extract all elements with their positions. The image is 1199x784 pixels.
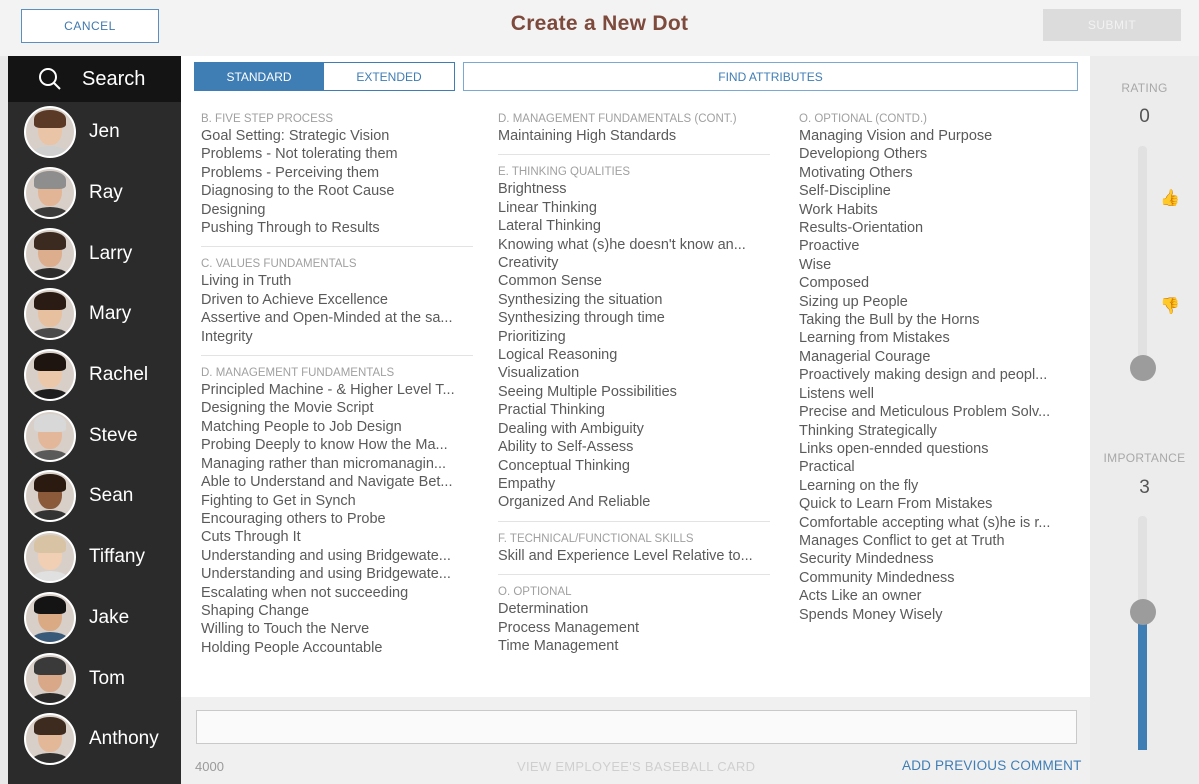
person-name: Sean [89, 485, 134, 507]
attribute-item[interactable]: Visualization [498, 365, 580, 382]
attribute-item[interactable]: Driven to Achieve Excellence [201, 291, 388, 308]
rating-slider-track[interactable] [1138, 146, 1147, 378]
attribute-item[interactable]: Quick to Learn From Mistakes [799, 496, 993, 513]
section-title: D. MANAGEMENT FUNDAMENTALS [201, 367, 395, 380]
find-attributes-button[interactable]: FIND ATTRIBUTES [463, 62, 1078, 91]
attribute-item[interactable]: Results-Orientation [799, 220, 924, 237]
attribute-item[interactable]: Understanding and using Bridgewate... [201, 566, 451, 583]
attribute-section [799, 112, 1071, 633]
add-previous-comment-link[interactable]: ADD PREVIOUS COMMENT [902, 758, 1082, 773]
attribute-item[interactable]: Taking the Bull by the Horns [799, 312, 980, 329]
sidebar-person[interactable] [8, 345, 181, 406]
attribute-column-3 [799, 112, 1071, 643]
attribute-item[interactable]: Managing rather than micromanagin... [201, 455, 447, 472]
attribute-item[interactable]: Cuts Through It [201, 529, 301, 546]
attribute-item[interactable]: Motivating Others [799, 164, 913, 181]
attribute-section [201, 112, 473, 247]
attribute-item[interactable]: Problems - Perceiving them [201, 164, 380, 181]
avatar [24, 228, 76, 280]
section-title: D. MANAGEMENT FUNDAMENTALS (CONT.) [498, 113, 737, 125]
attribute-item[interactable]: Matching People to Job Design [201, 418, 402, 435]
person-name: Jake [89, 606, 130, 628]
tab-standard[interactable]: STANDARD [194, 62, 324, 91]
attribute-item[interactable]: Encouraging others to Probe [201, 510, 386, 527]
attribute-item[interactable]: Seeing Multiple Possibilities [498, 383, 677, 400]
attribute-item[interactable]: Integrity [201, 328, 253, 345]
attribute-item[interactable]: Common Sense [498, 273, 602, 290]
attribute-item[interactable]: Practical [799, 459, 855, 476]
header-bar [0, 0, 1199, 56]
sidebar-search[interactable] [8, 56, 181, 102]
person-name: Jen [89, 121, 120, 143]
tab-extended[interactable]: EXTENDED [323, 62, 455, 91]
attribute-item[interactable]: Conceptual Thinking [498, 457, 630, 474]
page-title: Create a New Dot [510, 12, 689, 35]
avatar [24, 713, 76, 765]
attribute-column-2 [498, 112, 770, 674]
attribute-section [498, 112, 770, 155]
attribute-section [201, 366, 473, 666]
attribute-item[interactable]: Spends Money Wisely [799, 606, 943, 623]
attribute-item[interactable]: Developiong Others [799, 146, 928, 163]
thumbs-down-icon[interactable]: 👎 [1160, 298, 1180, 315]
person-name: Anthony [89, 728, 159, 750]
attribute-item[interactable]: Proactively making design and peopl... [799, 367, 1048, 384]
person-name: Mary [89, 303, 132, 325]
attribute-item[interactable]: Determination [498, 601, 589, 618]
attribute-item[interactable]: Thinking Strategically [799, 422, 937, 439]
attribute-item[interactable]: Creativity [498, 255, 559, 272]
attribute-item[interactable]: Synthesizing the situation [498, 291, 663, 308]
attribute-item[interactable]: Assertive and Open-Minded at the sa... [201, 310, 453, 327]
sidebar-person[interactable] [8, 466, 181, 527]
section-title: B. FIVE STEP PROCESS [201, 113, 334, 125]
avatar [24, 410, 76, 462]
importance-value: 3 [1139, 477, 1150, 498]
section-title: E. THINKING QUALITIES [498, 166, 631, 179]
attribute-item[interactable]: Work Habits [799, 201, 878, 218]
char-count: 4000 [195, 759, 224, 774]
attribute-item[interactable]: Practial Thinking [498, 402, 605, 419]
sidebar-person[interactable] [8, 648, 181, 709]
attribute-item[interactable]: Goal Setting: Strategic Vision [201, 128, 390, 144]
comment-input[interactable] [196, 710, 1077, 744]
attribute-item[interactable]: Wise [799, 256, 832, 273]
person-name: Larry [89, 242, 133, 264]
attribute-section [498, 165, 770, 521]
attribute-item[interactable]: Lateral Thinking [498, 218, 601, 235]
attribute-item[interactable]: Precise and Meticulous Problem Solv... [799, 404, 1051, 421]
attribute-item[interactable]: Community Mindedness [799, 569, 955, 586]
sidebar-person[interactable] [8, 405, 181, 466]
person-name: Tiffany [89, 546, 145, 568]
attribute-item[interactable]: Learning on the fly [799, 477, 919, 494]
section-title: O. OPTIONAL (CONTD.) [799, 113, 927, 125]
avatar [24, 592, 76, 644]
attribute-item[interactable]: Ability to Self-Assess [498, 439, 634, 456]
avatar [24, 106, 76, 158]
attribute-item[interactable]: Brightness [498, 181, 567, 198]
attribute-item[interactable]: Acts Like an owner [799, 588, 922, 605]
person-name: Tom [89, 667, 125, 689]
attribute-item[interactable]: Comfortable accepting what (s)he is r... [799, 514, 1051, 531]
avatar [24, 470, 76, 522]
rating-label: RATING [1121, 81, 1168, 95]
attribute-item[interactable]: Escalating when not succeeding [201, 584, 409, 601]
attribute-item[interactable]: Living in Truth [201, 273, 292, 290]
avatar [24, 167, 76, 219]
people-sidebar [8, 56, 181, 784]
people-list [8, 102, 181, 770]
attribute-item[interactable]: Fighting to Get in Synch [201, 492, 356, 509]
cancel-button[interactable]: CANCEL [21, 9, 159, 43]
attribute-item[interactable]: Links open-ennded questions [799, 440, 989, 457]
attribute-item[interactable]: Empathy [498, 475, 556, 492]
attribute-item[interactable]: Time Management [498, 637, 619, 654]
attribute-item[interactable]: Problems - Not tolerating them [201, 146, 398, 163]
thumbs-up-icon[interactable]: 👍 [1160, 190, 1180, 207]
attribute-section [201, 257, 473, 356]
importance-slider-knob[interactable] [1130, 599, 1156, 625]
attribute-item[interactable]: Knowing what (s)he doesn't know an... [498, 236, 746, 253]
importance-slider-fill [1138, 612, 1147, 750]
sidebar-person[interactable] [8, 102, 181, 163]
sidebar-person[interactable] [8, 284, 181, 345]
attribute-item[interactable]: Self-Discipline [799, 183, 891, 200]
attribute-item[interactable]: Holding People Accountable [201, 639, 383, 656]
attribute-item[interactable]: Composed [799, 275, 870, 292]
avatar [24, 653, 76, 705]
importance-label: IMPORTANCE [1103, 451, 1186, 465]
attribute-item[interactable]: Principled Machine - & Higher Level T... [201, 382, 455, 399]
attribute-item[interactable]: Logical Reasoning [498, 347, 618, 364]
avatar [24, 288, 76, 340]
attribute-item[interactable]: Proactive [799, 238, 860, 255]
attribute-item[interactable]: Learning from Mistakes [799, 330, 950, 347]
attribute-item[interactable]: Diagnosing to the Root Cause [201, 183, 395, 200]
person-name: Ray [89, 182, 123, 204]
view-baseball-card-link[interactable]: VIEW EMPLOYEE'S BASEBALL CARD [517, 759, 756, 774]
attribute-item[interactable]: Prioritizing [498, 328, 566, 345]
attribute-item[interactable]: Synthesizing through time [498, 310, 665, 327]
attribute-item[interactable]: Shaping Change [201, 602, 310, 619]
attribute-item[interactable]: Dealing with Ambiguity [498, 420, 644, 437]
attribute-item[interactable]: Process Management [498, 619, 640, 636]
attribute-item[interactable]: Sizing up People [799, 293, 908, 310]
attribute-item[interactable]: Listens well [799, 385, 874, 402]
section-title: F. TECHNICAL/FUNCTIONAL SKILLS [498, 532, 694, 545]
avatar [24, 531, 76, 583]
attribute-item[interactable]: Security Mindedness [799, 551, 934, 568]
attribute-item[interactable]: Designing the Movie Script [201, 400, 374, 417]
sidebar-person[interactable] [8, 709, 181, 770]
section-title: O. OPTIONAL [498, 586, 572, 599]
attribute-item[interactable]: Managerial Courage [799, 348, 931, 365]
rating-value: 0 [1139, 106, 1150, 127]
attribute-section [498, 585, 770, 664]
submit-button[interactable]: SUBMIT [1043, 9, 1181, 41]
attribute-column-1 [201, 112, 473, 676]
attribute-item[interactable]: Managing Vision and Purpose [799, 128, 993, 144]
attribute-item[interactable]: Able to Understand and Navigate Bet... [201, 474, 453, 491]
sidebar-person[interactable] [8, 588, 181, 649]
sidebar-person[interactable] [8, 163, 181, 224]
search-icon [38, 67, 62, 91]
attribute-item[interactable]: Linear Thinking [498, 199, 597, 216]
attribute-item[interactable]: Manages Conflict to get at Truth [799, 532, 1005, 549]
attribute-item[interactable]: Willing to Touch the Nerve [201, 621, 370, 638]
attribute-item[interactable]: Probing Deeply to know How the Ma... [201, 437, 448, 454]
attribute-item[interactable]: Organized And Reliable [498, 494, 651, 511]
person-name: Rachel [89, 364, 149, 386]
avatar [24, 349, 76, 401]
attribute-item[interactable]: Understanding and using Bridgewate... [201, 547, 451, 564]
attribute-item[interactable]: Skill and Experience Level Relative to... [498, 547, 753, 564]
search-label: Search [82, 67, 146, 90]
attribute-item[interactable]: Designing [201, 201, 266, 218]
rating-slider-knob[interactable] [1130, 355, 1156, 381]
sidebar-person[interactable] [8, 223, 181, 284]
attribute-item[interactable]: Pushing Through to Results [201, 220, 380, 237]
attribute-section [498, 532, 770, 575]
section-title: C. VALUES FUNDAMENTALS [201, 258, 357, 271]
person-name: Steve [89, 424, 138, 446]
sidebar-person[interactable] [8, 527, 181, 588]
attribute-item[interactable]: Maintaining High Standards [498, 128, 677, 144]
